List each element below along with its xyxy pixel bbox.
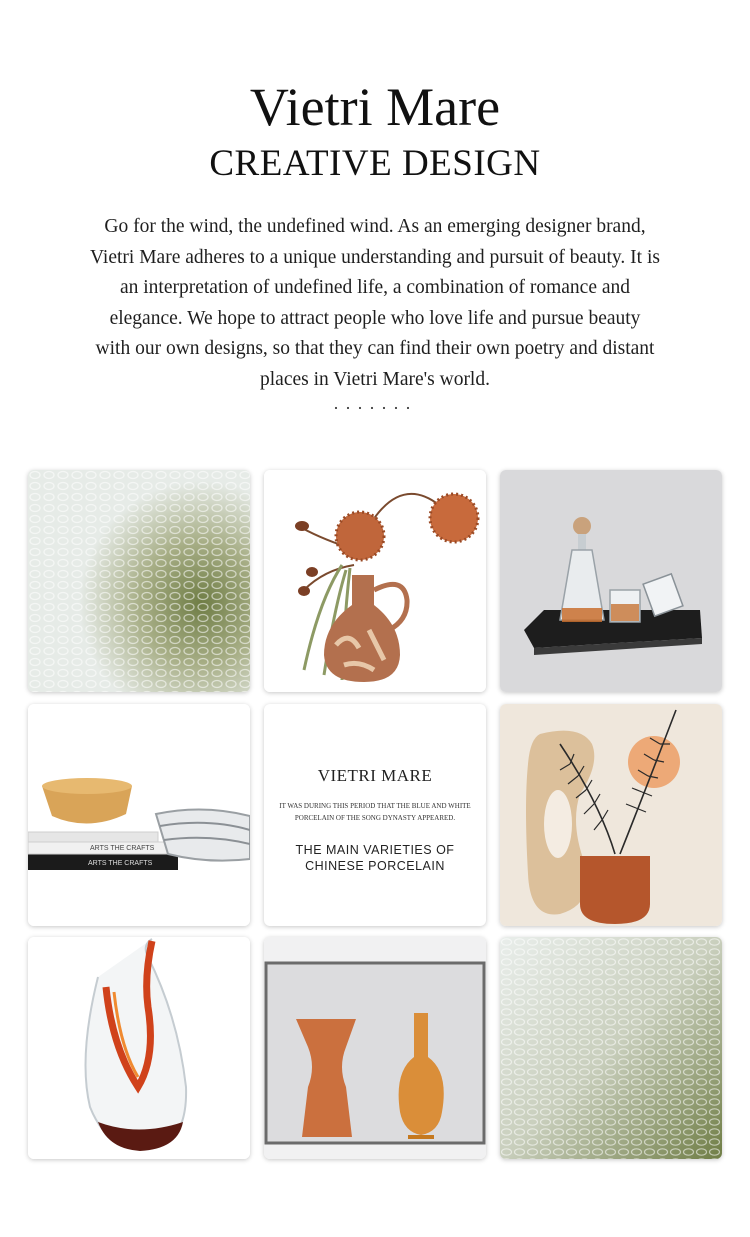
textured-glass-image-2 [500, 937, 722, 1159]
gallery-tile-vase-flowers[interactable] [264, 470, 486, 692]
book-spine-label-lower: ARTS THE CRAFTS [88, 860, 153, 867]
tagline: CREATIVE DESIGN [209, 143, 541, 184]
gallery-tile-textured-glass[interactable] [28, 470, 250, 692]
amber-vases-image [264, 937, 486, 1159]
bowls-books-image [28, 704, 250, 926]
decanter-tray-image [500, 470, 722, 692]
wine-decanter-image [28, 937, 250, 1159]
gallery-tile-wine-decanter[interactable] [28, 937, 250, 1159]
divider-dots: ······· [333, 398, 417, 418]
book-spine-label-upper: ARTS THE CRAFTS [90, 845, 155, 852]
gallery-tile-bowls-books[interactable] [28, 704, 250, 926]
gallery-tile-decanter-tray[interactable] [500, 470, 722, 692]
tile-brand-title: VIETRI MARE [317, 766, 433, 785]
intro-paragraph: Go for the wind, the undefined wind. As an emerging designer brand, Vietri Mare adheres to a unique understanding and pursuit of beauty. It is an interpretation of undefined life, a combination of romance and elegance. We hope to attract people who love life and pursue beauty with our own designs, so that they can find their own poetry and distant places in Vietri Mare's world. [90, 216, 660, 390]
gallery-tile-amber-vases[interactable] [264, 937, 486, 1159]
textured-glass-image [28, 470, 250, 692]
gallery-tile-abstract-art[interactable] [500, 704, 722, 926]
vase-flowers-image [264, 470, 486, 692]
tile-subtitle: THE MAIN VARIETIES OF CHINESE PORCELAIN [295, 843, 455, 873]
gallery-tile-brand-text[interactable] [264, 704, 486, 926]
gallery-tile-textured-glass-2[interactable] [500, 937, 722, 1159]
brand-title: Vietri Mare [249, 77, 501, 137]
abstract-art-image [500, 704, 722, 926]
tile-caption: IT WAS DURING THIS PERIOD THAT THE BLUE AND WHITE PORCELAIN OF THE SONG DYNASTY APPEARED. [279, 802, 471, 822]
